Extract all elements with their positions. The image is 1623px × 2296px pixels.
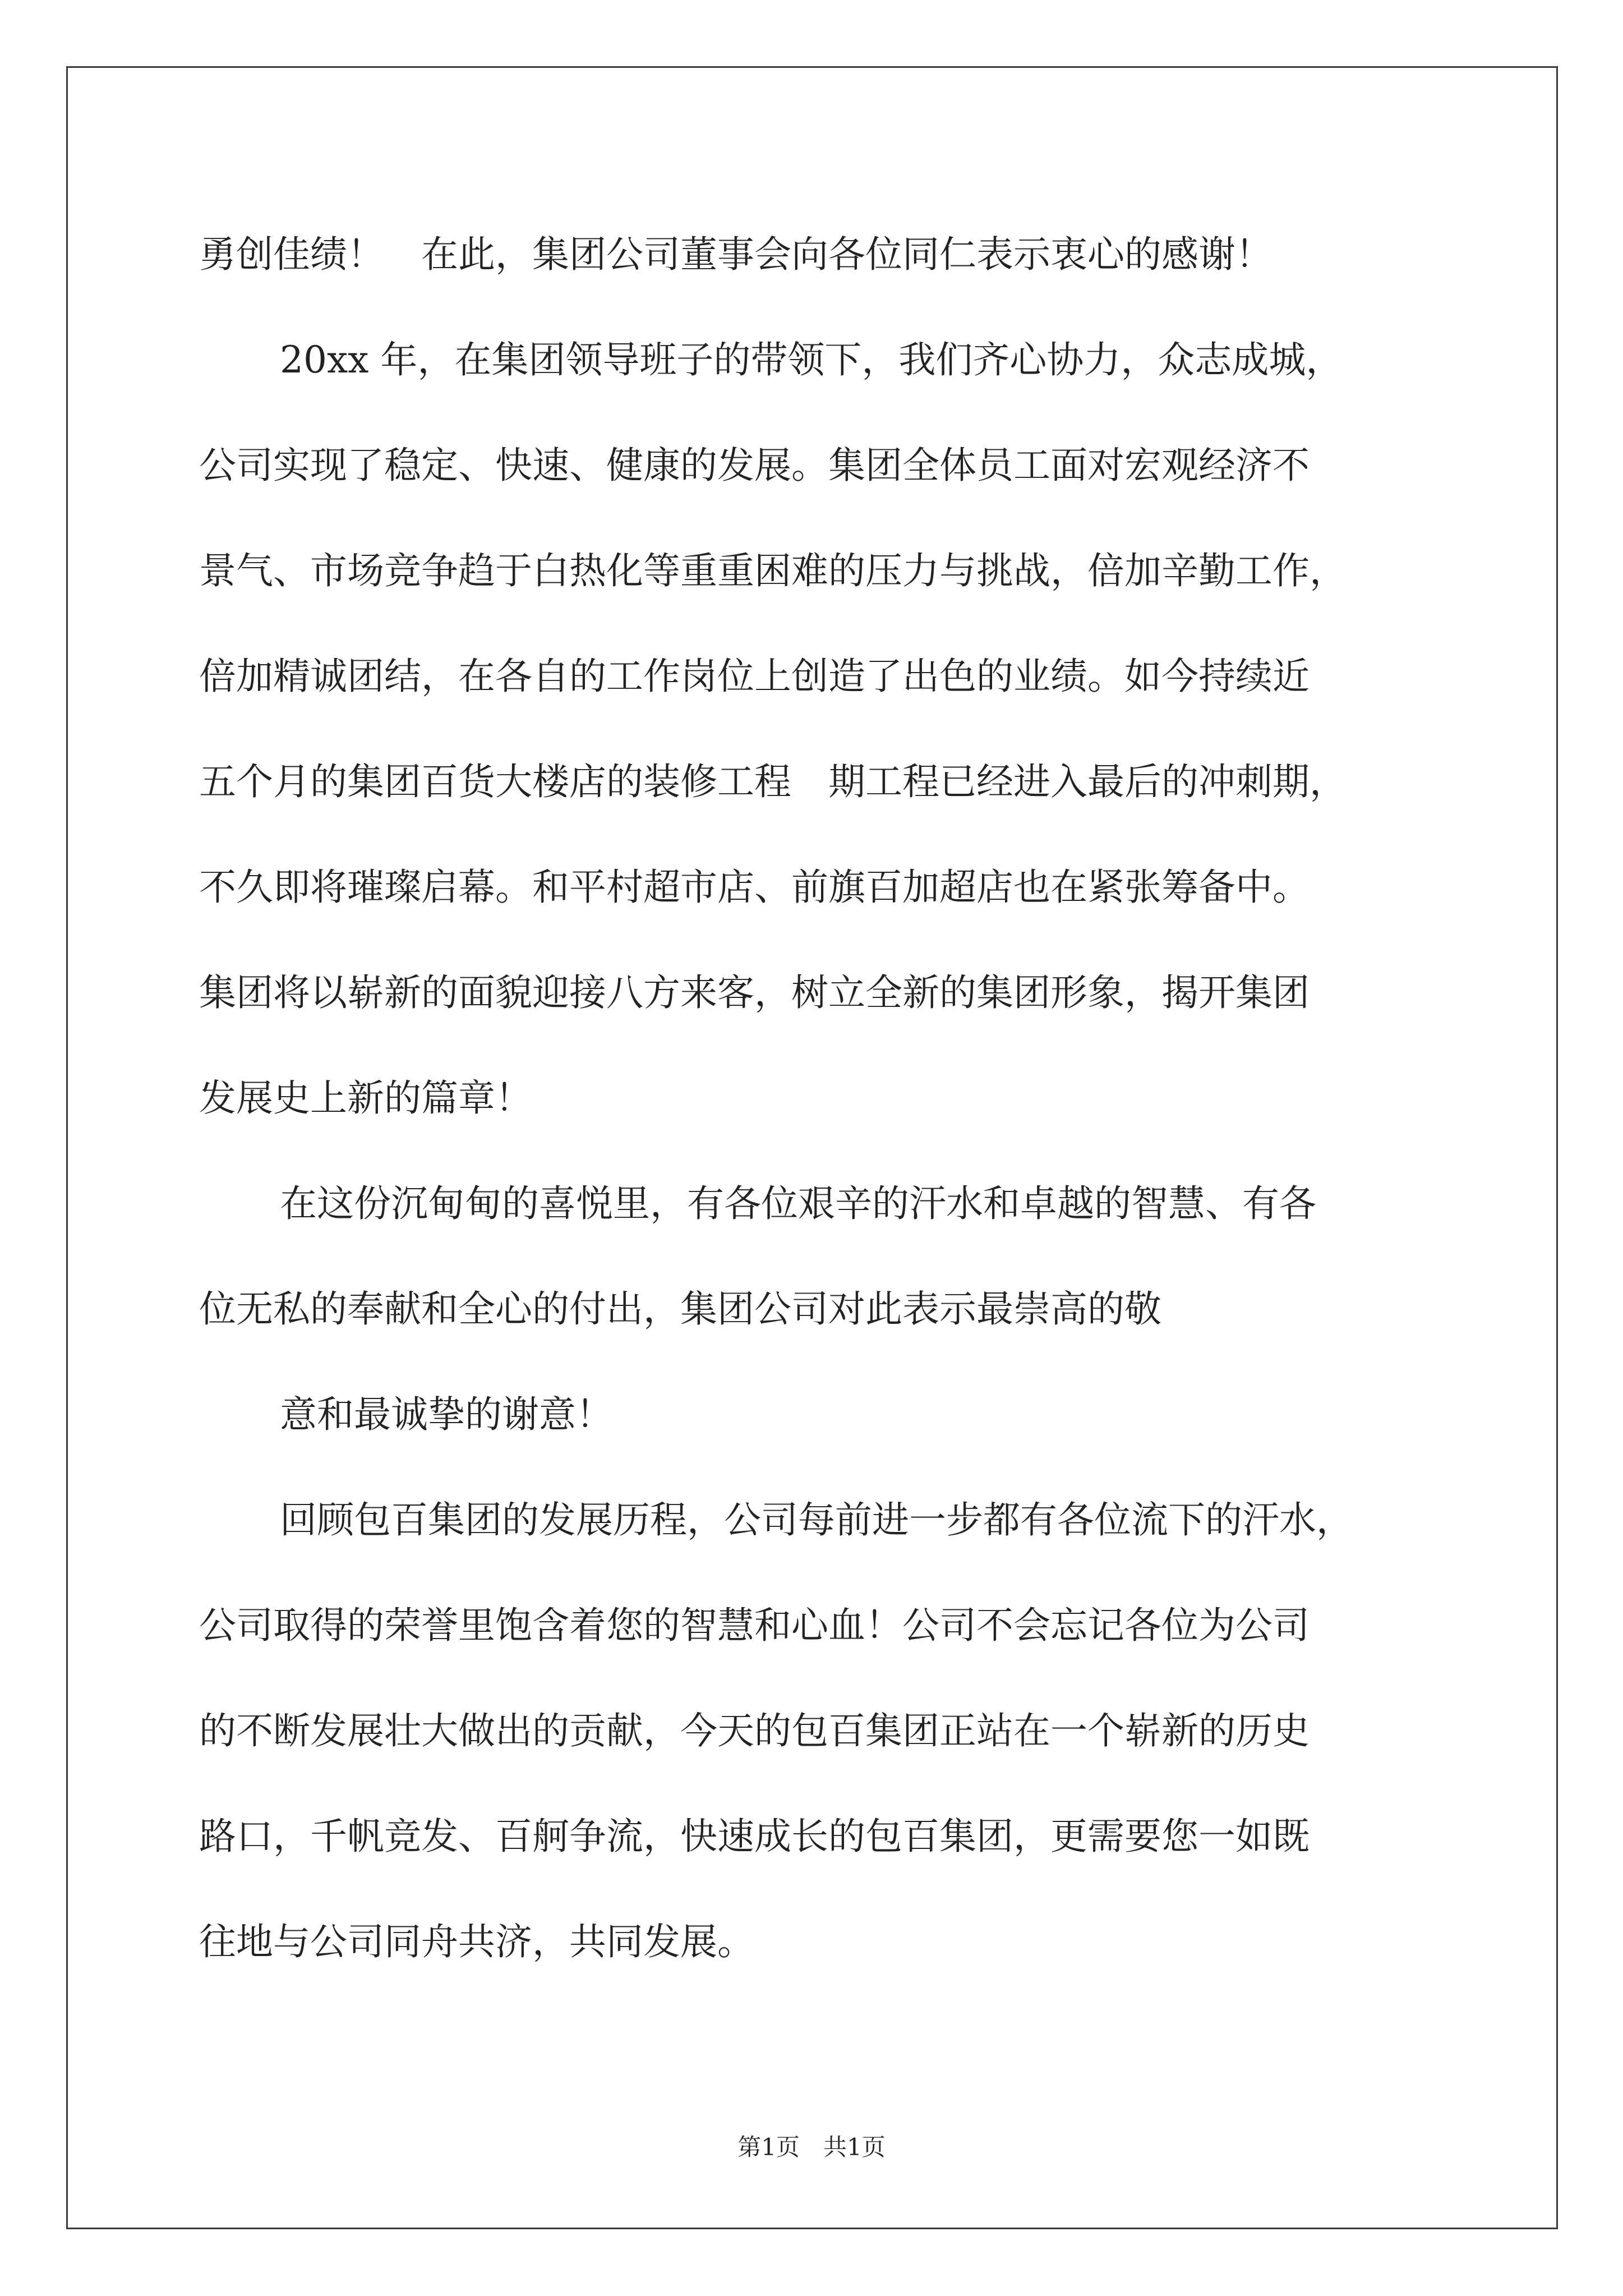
text-line: 发展史上新的篇章！ — [199, 1076, 532, 1120]
text-line: 回顾包百集团的发展历程，公司每前进一步都有各位流下的汗水， — [280, 1498, 1353, 1542]
text-line: 往地与公司同舟共济，共同发展。 — [199, 1920, 754, 1963]
text-line: 位无私的奉献和全心的付出，集团公司对此表示最崇高的敬 — [199, 1287, 1161, 1331]
document-body — [199, 202, 1444, 1995]
text-line: 路口，千帆竞发、百舸争流，快速成长的包百集团，更需要您一如既 — [199, 1815, 1310, 1858]
text-line: 公司取得的荣誉里饱含着您的智慧和心血！公司不会忘记各位为公司 — [199, 1604, 1310, 1647]
text-line: 意和最诚挚的谢意！ — [280, 1393, 613, 1436]
text-line: 在这份沉甸甸的喜悦里，有各位艰辛的汗水和卓越的智慧、有各 — [280, 1182, 1316, 1225]
text-line: 倍加精诚团结，在各自的工作岗位上创造了出色的业绩。如今持续近 — [199, 655, 1310, 698]
text-line: 景气、市场竞争趋于白热化等重重困难的压力与挑战，倍加辛勤工作， — [199, 549, 1347, 592]
text-line: 的不断发展壮大做出的贡献，今天的包百集团正站在一个崭新的历史 — [199, 1709, 1310, 1752]
text-line: 五个月的集团百货大楼店的装修工程 期工程已经进入最后的冲刺期， — [199, 760, 1347, 803]
page-footer: 第1页 共1页 — [737, 2133, 886, 2161]
text-line: 集团将以崭新的面貌迎接八方来客，树立全新的集团形象，揭开集团 — [199, 971, 1310, 1014]
text-line: 不久即将璀璨启幕。和平村超市店、前旗百加超店也在紧张筹备中。 — [199, 866, 1310, 909]
text-line: 公司实现了稳定、快速、健康的发展。集团全体员工面对宏观经济不 — [199, 444, 1310, 487]
text-line: 20xx 年，在集团领导班子的带领下，我们齐心协力，众志成城， — [280, 338, 1343, 381]
text-line: 勇创佳绩！ 在此，集团公司董事会向各位同仁表示衷心的感谢！ — [199, 233, 1272, 276]
